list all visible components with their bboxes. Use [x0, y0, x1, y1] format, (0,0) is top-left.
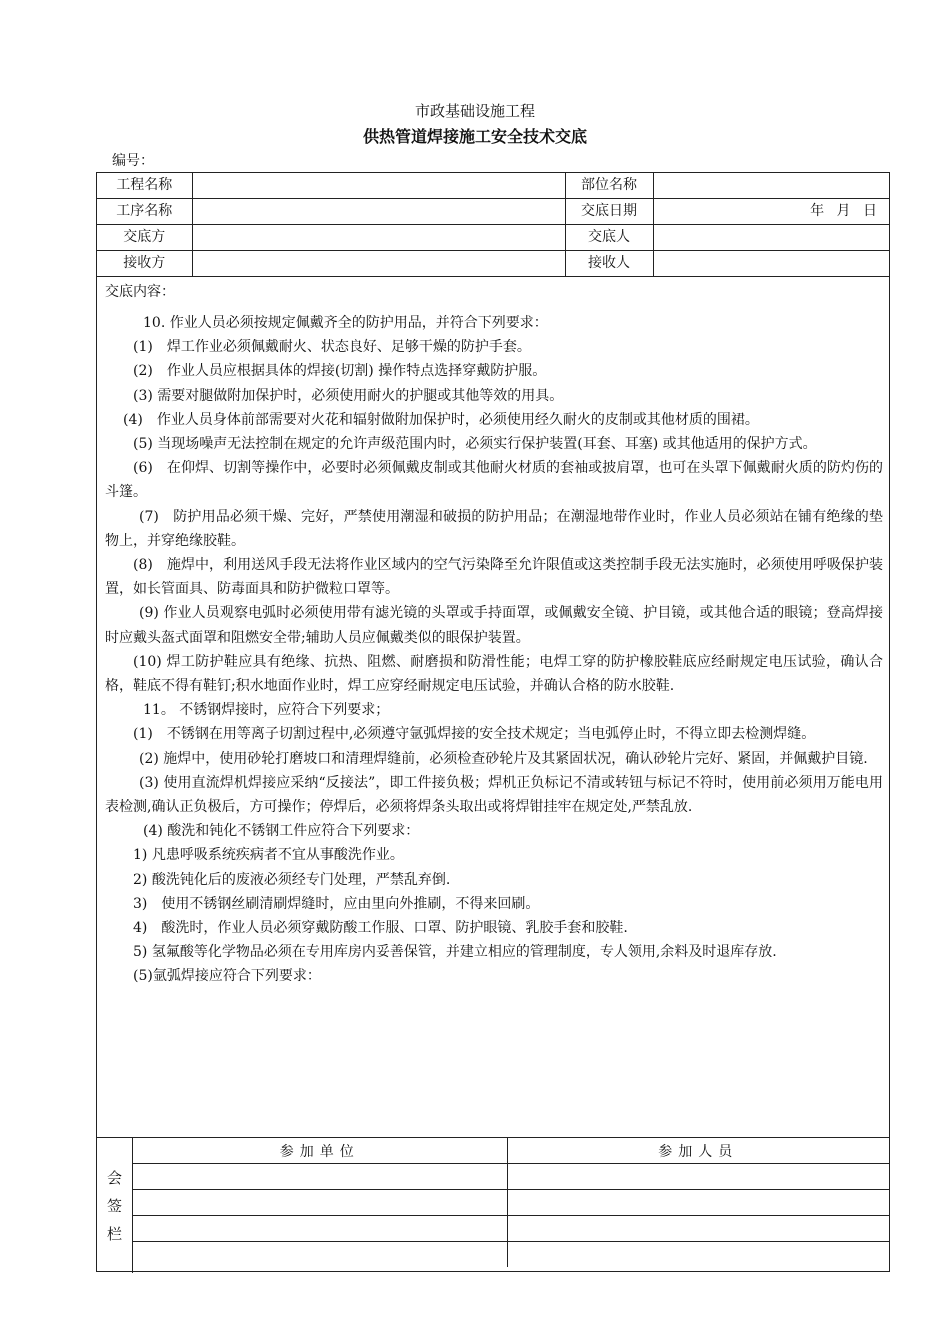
table-row: [133, 1138, 889, 1164]
receiver-party-label: 接收方: [97, 251, 192, 277]
person-cell[interactable]: [507, 1190, 889, 1216]
signature-label-char: 栏: [106, 1224, 122, 1243]
content-paragraph: 4) 酸洗时，作业人员必须穿戴防酸工作服、口罩、防护眼镜、乳胶手套和胶鞋.: [133, 920, 628, 937]
unit-header: 参加单位: [133, 1138, 507, 1164]
content-paragraph: (10) 焊工防护鞋应具有绝缘、抗热、阻燃、耐磨损和防滑性能；电焊工穿的防护橡胶鞋底应经耐规定电压试验，确认合格，鞋底不得有鞋钉;积水地面作业时，焊工应穿经耐规定电压试验，并确认合格的防水胶鞋.: [105, 653, 883, 695]
unit-cell[interactable]: [133, 1190, 507, 1216]
process-name-label: 工序名称: [97, 199, 192, 225]
content-paragraph: (3) 需要对腿做附加保护时，必须使用耐火的护腿或其他等效的用具。: [133, 387, 564, 404]
document-sup-title: 市政基础设施工程: [414, 102, 535, 120]
content-paragraph: 5) 氢氟酸等化学物品必须在专用库房内妥善保管，并建立相应的管理制度，专人领用,余料及时退库存放.: [133, 944, 777, 961]
content-paragraph: (2) 作业人员应根据具体的焊接(切割) 操作特点选择穿戴防护服。: [133, 363, 547, 380]
discloser-party-field[interactable]: [192, 225, 565, 251]
table-row: [97, 199, 889, 225]
content-paragraph: (3) 使用直流焊机焊接应采纳“反接法”，即工件接负极；焊机正负标记不清或转钮与标记不符时，使用前必须用万能电用表检测,确认正负极后，方可操作；停焊后，必须将焊条头取出或将焊钳挂牢在规定处,严禁乱放.: [105, 774, 883, 816]
unit-cell[interactable]: [133, 1216, 507, 1242]
table-row: [133, 1242, 889, 1268]
content-paragraph: 11。 不锈钢焊接时，应符合下列要求；: [143, 702, 390, 719]
part-name-label: 部位名称: [565, 173, 653, 199]
part-name-field[interactable]: [653, 173, 889, 199]
table-row: [133, 1190, 889, 1216]
content-paragraph: 1) 凡患呼吸系统疾病者不宜从事酸洗作业。: [133, 847, 404, 864]
person-cell[interactable]: [507, 1164, 889, 1190]
unit-cell[interactable]: [133, 1242, 507, 1268]
date-label: 交底日期: [565, 199, 653, 225]
table-row: [133, 1164, 889, 1190]
receiver-person-field[interactable]: [653, 251, 889, 277]
project-name-label: 工程名称: [97, 173, 192, 199]
content-paragraph: (4) 酸洗和钝化不锈钢工件应符合下列要求：: [143, 823, 420, 840]
content-paragraph: (4) 作业人员身体前部需要对火花和辐射做附加保护时，必须使用经久耐火的皮制或其他材质的围裙。: [123, 411, 759, 428]
process-name-field[interactable]: [192, 199, 565, 225]
discloser-person-field[interactable]: [653, 225, 889, 251]
table-row: [97, 173, 889, 199]
receiver-person-label: 接收人: [565, 251, 653, 277]
discloser-person-label: 交底人: [565, 225, 653, 251]
content-paragraph: (8) 施焊中，利用送风手段无法将作业区域内的空气污染降至允许限值或这类控制手段无法实施时，必须使用呼吸保护装置，如长管面具、防毒面具和防护微粒口罩等。: [105, 557, 883, 598]
signature-label-char: 签: [106, 1196, 122, 1215]
content-paragraph: (7) 防护用品必须干燥、完好，严禁使用潮湿和破损的防护用品；在潮湿地带作业时，作业人员必须站在铺有绝缘的垫物上，并穿绝缘胶鞋。: [105, 508, 883, 549]
project-name-field[interactable]: [192, 173, 565, 199]
person-cell[interactable]: [507, 1242, 889, 1268]
header-table: [97, 173, 889, 277]
content-label: 交底内容：: [105, 284, 175, 300]
content-paragraph: 3) 使用不锈钢丝刷清刷焊缝时，应由里向外推刷，不得来回刷。: [133, 895, 540, 912]
content-paragraph: 10. 作业人员必须按规定佩戴齐全的防护用品，并符合下列要求：: [143, 315, 548, 331]
serial-number-label: 编号：: [112, 153, 154, 169]
content-paragraph: (1) 焊工作业必须佩戴耐火、状态良好、足够干燥的防护手套。: [133, 339, 531, 356]
content-paragraph: 2) 酸洗钝化后的废液必须经专门处理，严禁乱弃倒.: [133, 871, 451, 888]
unit-cell[interactable]: [133, 1164, 507, 1190]
signature-label-char: 会: [106, 1168, 122, 1187]
table-row: [97, 251, 889, 277]
signature-section: [97, 1137, 889, 1273]
signature-table: [133, 1138, 889, 1267]
signature-label: [97, 1138, 133, 1273]
person-cell[interactable]: [507, 1216, 889, 1242]
content-paragraph: (6) 在仰焊、切割等操作中，必要时必须佩戴皮制或其他耐火材质的套袖或披肩罩，也可在头罩下佩戴耐火质的防灼伤的斗篷。: [105, 460, 883, 501]
content-paragraph: (5)氩弧焊接应符合下列要求：: [133, 968, 321, 985]
discloser-party-label: 交底方: [97, 225, 192, 251]
disclosure-form: [96, 172, 890, 1272]
content-paragraph: (1) 不锈钢在用等离子切割过程中,必须遵守氩弧焊接的安全技术规定；当电弧停止时，不得立即去检测焊缝。: [133, 726, 816, 743]
table-row: [133, 1216, 889, 1242]
table-row: [97, 225, 889, 251]
content-body: [105, 311, 883, 989]
person-header: 参加人员: [507, 1138, 889, 1164]
content-paragraph: (9) 作业人员观察电弧时必须使用带有滤光镜的头罩或手持面罩，或佩戴安全镜、护目镜，或其他合适的眼镜；登高焊接时应戴头盔式面罩和阻燃安全带;辅助人员应佩戴类似的眼保护装置。: [105, 605, 883, 646]
content-paragraph: (2) 施焊中，使用砂轮打磨坡口和清理焊缝前，必须检查砂轮片及其紧固状况，确认砂轮片完好、紧固，并佩戴护目镜.: [139, 750, 868, 767]
document-main-title: 供热管道焊接施工安全技术交底: [362, 127, 587, 146]
content-paragraph: (5) 当现场噪声无法控制在规定的允许声级范围内时，必须实行保护装置(耳套、耳塞) 或其他适用的保护方式。: [133, 436, 817, 453]
receiver-party-field[interactable]: [192, 251, 565, 277]
date-field[interactable]: 年 月 日: [653, 199, 889, 225]
